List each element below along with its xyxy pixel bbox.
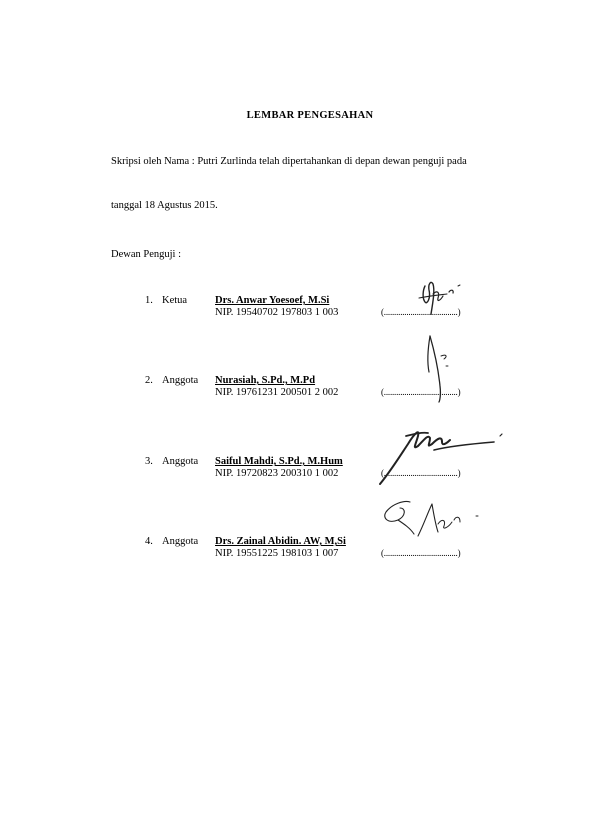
examiner-name: Nurasiah, S.Pd., M.Pd — [215, 375, 316, 386]
signature-line: (....................................) — [381, 387, 461, 397]
board-label: Dewan Penguji : — [111, 249, 181, 260]
examiner-nip: NIP. 19761231 200501 2 002 — [215, 387, 339, 398]
examiner-name: Drs. Zainal Abidin. AW, M,Si — [215, 536, 346, 547]
statement-line-1: Skripsi oleh Nama : Putri Zurlinda telah dipertahankan di depan dewan penguji pada — [111, 156, 467, 167]
signature-4 — [380, 494, 492, 538]
examiner-number: 4. — [145, 536, 153, 547]
examiner-role: Ketua — [162, 295, 188, 306]
signature-2 — [420, 326, 480, 404]
page-title: LEMBAR PENGESAHAN — [246, 110, 374, 121]
examiner-role: Anggota — [162, 456, 199, 467]
examiner-entry-4 — [145, 536, 505, 596]
statement-line-2: tanggal 18 Agustus 2015. — [111, 200, 218, 211]
examiner-nip: NIP. 19551225 198103 1 007 — [215, 548, 339, 559]
examiner-name: Saiful Mahdi, S.Pd., M.Hum — [215, 456, 343, 467]
signature-line: (....................................) — [381, 307, 461, 317]
examiner-nip: NIP. 19540702 197803 1 003 — [215, 307, 339, 318]
examiner-role: Anggota — [162, 375, 199, 386]
examiner-number: 3. — [145, 456, 153, 467]
examiner-nip: NIP. 19720823 200310 1 002 — [215, 468, 339, 479]
examiner-name: Drs. Anwar Yoesoef, M.Si — [215, 295, 330, 306]
examiner-role: Anggota — [162, 536, 199, 547]
examiner-number: 1. — [145, 295, 153, 306]
signature-line: (....................................) — [381, 468, 461, 478]
signature-line: (....................................) — [381, 548, 461, 558]
examiner-number: 2. — [145, 375, 153, 386]
signature-3 — [378, 416, 508, 488]
signature-1 — [413, 268, 493, 320]
